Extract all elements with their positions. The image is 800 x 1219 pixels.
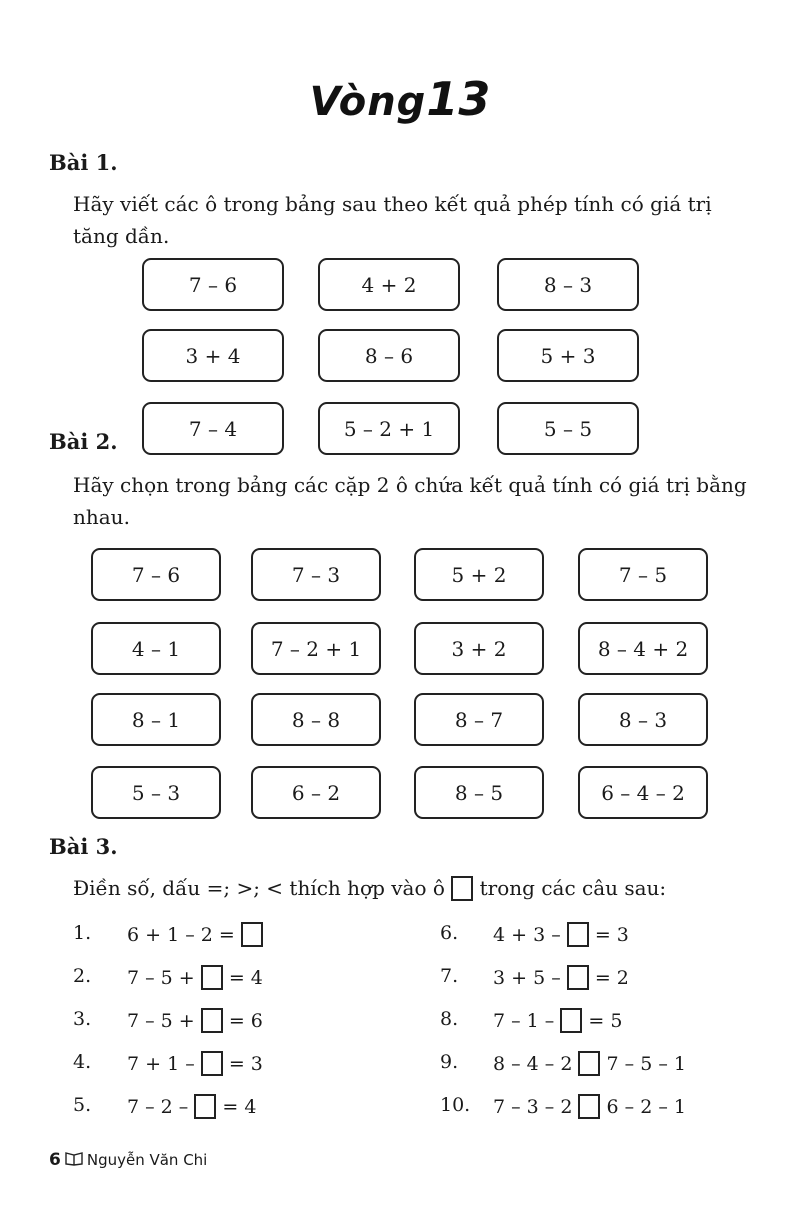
bai1-cell: 4 + 2 [318, 258, 460, 311]
answer-box[interactable] [201, 1008, 223, 1033]
bai2-cell: 5 – 3 [91, 766, 221, 819]
bai2-cell: 8 – 1 [91, 693, 221, 746]
exercise-1 [127, 922, 263, 947]
exercise-result: = 3 [594, 924, 629, 946]
exercise-result: = 4 [222, 1096, 257, 1118]
exercise-number: 3. [73, 1008, 92, 1030]
title-number: 13 [426, 72, 491, 126]
bai2-instruction: Hãy chọn trong bảng các cặp 2 ô chứa kết quả tính có giá trị bằng nhau. [73, 473, 747, 529]
exercise-expression: 7 – 3 – 2 [493, 1096, 573, 1118]
bai1-cell: 8 – 6 [318, 329, 460, 382]
exercise-expression: 7 – 5 + [127, 1010, 195, 1032]
exercise-number: 10. [440, 1094, 471, 1116]
exercise-number: 9. [440, 1051, 459, 1073]
bai1-instruction: Hãy viết các ô trong bảng sau theo kết quả phép tính có giá trị tăng dần. [73, 192, 712, 248]
bai1-cell: 7 – 4 [142, 402, 284, 455]
bai2-cell: 8 – 5 [414, 766, 544, 819]
exercise-9 [493, 1051, 686, 1076]
bai2-cell: 8 – 7 [414, 693, 544, 746]
bai2-cell: 4 – 1 [91, 622, 221, 675]
exercise-result: 7 – 5 – 1 [606, 1053, 686, 1075]
exercise-5 [127, 1094, 256, 1119]
bai1-cell: 5 + 3 [497, 329, 639, 382]
bai2-cell: 8 – 3 [578, 693, 708, 746]
answer-box-sample [451, 876, 473, 901]
exercise-expression: 7 + 1 – [127, 1053, 195, 1075]
answer-box[interactable] [578, 1051, 600, 1076]
exercise-number: 5. [73, 1094, 92, 1116]
exercise-6 [493, 922, 629, 947]
exercise-number: 1. [73, 922, 92, 944]
bai1-cell: 7 – 6 [142, 258, 284, 311]
bai3-instruction-after: trong các câu sau: [479, 876, 667, 900]
exercise-2 [127, 965, 263, 990]
exercise-expression: 6 + 1 – 2 = [127, 924, 235, 946]
exercise-4 [127, 1051, 263, 1076]
answer-box[interactable] [241, 922, 263, 947]
answer-box[interactable] [567, 965, 589, 990]
exercise-number: 4. [73, 1051, 92, 1073]
exercise-expression: 8 – 4 – 2 [493, 1053, 573, 1075]
bai2-cell: 7 – 2 + 1 [251, 622, 381, 675]
bai1-cell: 8 – 3 [497, 258, 639, 311]
exercise-result: 6 – 2 – 1 [606, 1096, 686, 1118]
bai2-cell: 7 – 5 [578, 548, 708, 601]
exercise-number: 2. [73, 965, 92, 987]
page-title [0, 72, 800, 126]
answer-box[interactable] [201, 965, 223, 990]
exercise-result: = 5 [588, 1010, 623, 1032]
exercise-result: = 3 [228, 1053, 263, 1075]
page-number: 6 [49, 1150, 61, 1170]
exercise-expression: 4 + 3 – [493, 924, 561, 946]
exercise-number: 6. [440, 922, 459, 944]
exercise-result: = 4 [228, 967, 263, 989]
bai2-cell: 8 – 8 [251, 693, 381, 746]
exercise-10 [493, 1094, 686, 1119]
exercise-7 [493, 965, 629, 990]
exercise-number: 8. [440, 1008, 459, 1030]
bai2-heading: Bài 2. [49, 429, 118, 454]
exercise-result: = 6 [228, 1010, 263, 1032]
answer-box[interactable] [201, 1051, 223, 1076]
answer-box[interactable] [194, 1094, 216, 1119]
bai1-cell: 3 + 4 [142, 329, 284, 382]
exercise-expression: 7 – 5 + [127, 967, 195, 989]
answer-box[interactable] [560, 1008, 582, 1033]
bai2-cell: 6 – 4 – 2 [578, 766, 708, 819]
title-word: Vòng [309, 79, 427, 125]
author-name: Nguyễn Văn Chi [86, 1151, 208, 1169]
bai2-cell: 7 – 3 [251, 548, 381, 601]
bai2-cell: 5 + 2 [414, 548, 544, 601]
bai2-cell: 6 – 2 [251, 766, 381, 819]
bai3-heading: Bài 3. [49, 834, 118, 859]
book-icon [65, 1150, 83, 1170]
bai1-heading: Bài 1. [49, 150, 118, 175]
page-footer [49, 1150, 207, 1170]
answer-box[interactable] [578, 1094, 600, 1119]
answer-box[interactable] [567, 922, 589, 947]
bai3-instruction [73, 872, 666, 904]
exercise-result: = 2 [594, 967, 629, 989]
bai1-cell: 5 – 5 [497, 402, 639, 455]
bai2-cell: 8 – 4 + 2 [578, 622, 708, 675]
bai3-instruction-before: Điền số, dấu =; >; < thích hợp vào ô [73, 876, 445, 900]
exercise-number: 7. [440, 965, 459, 987]
bai2-cell: 3 + 2 [414, 622, 544, 675]
exercise-expression: 3 + 5 – [493, 967, 561, 989]
bai2-cell: 7 – 6 [91, 548, 221, 601]
exercise-8 [493, 1008, 622, 1033]
exercise-expression: 7 – 1 – [493, 1010, 555, 1032]
exercise-expression: 7 – 2 – [127, 1096, 189, 1118]
exercise-3 [127, 1008, 263, 1033]
bai1-cell: 5 – 2 + 1 [318, 402, 460, 455]
